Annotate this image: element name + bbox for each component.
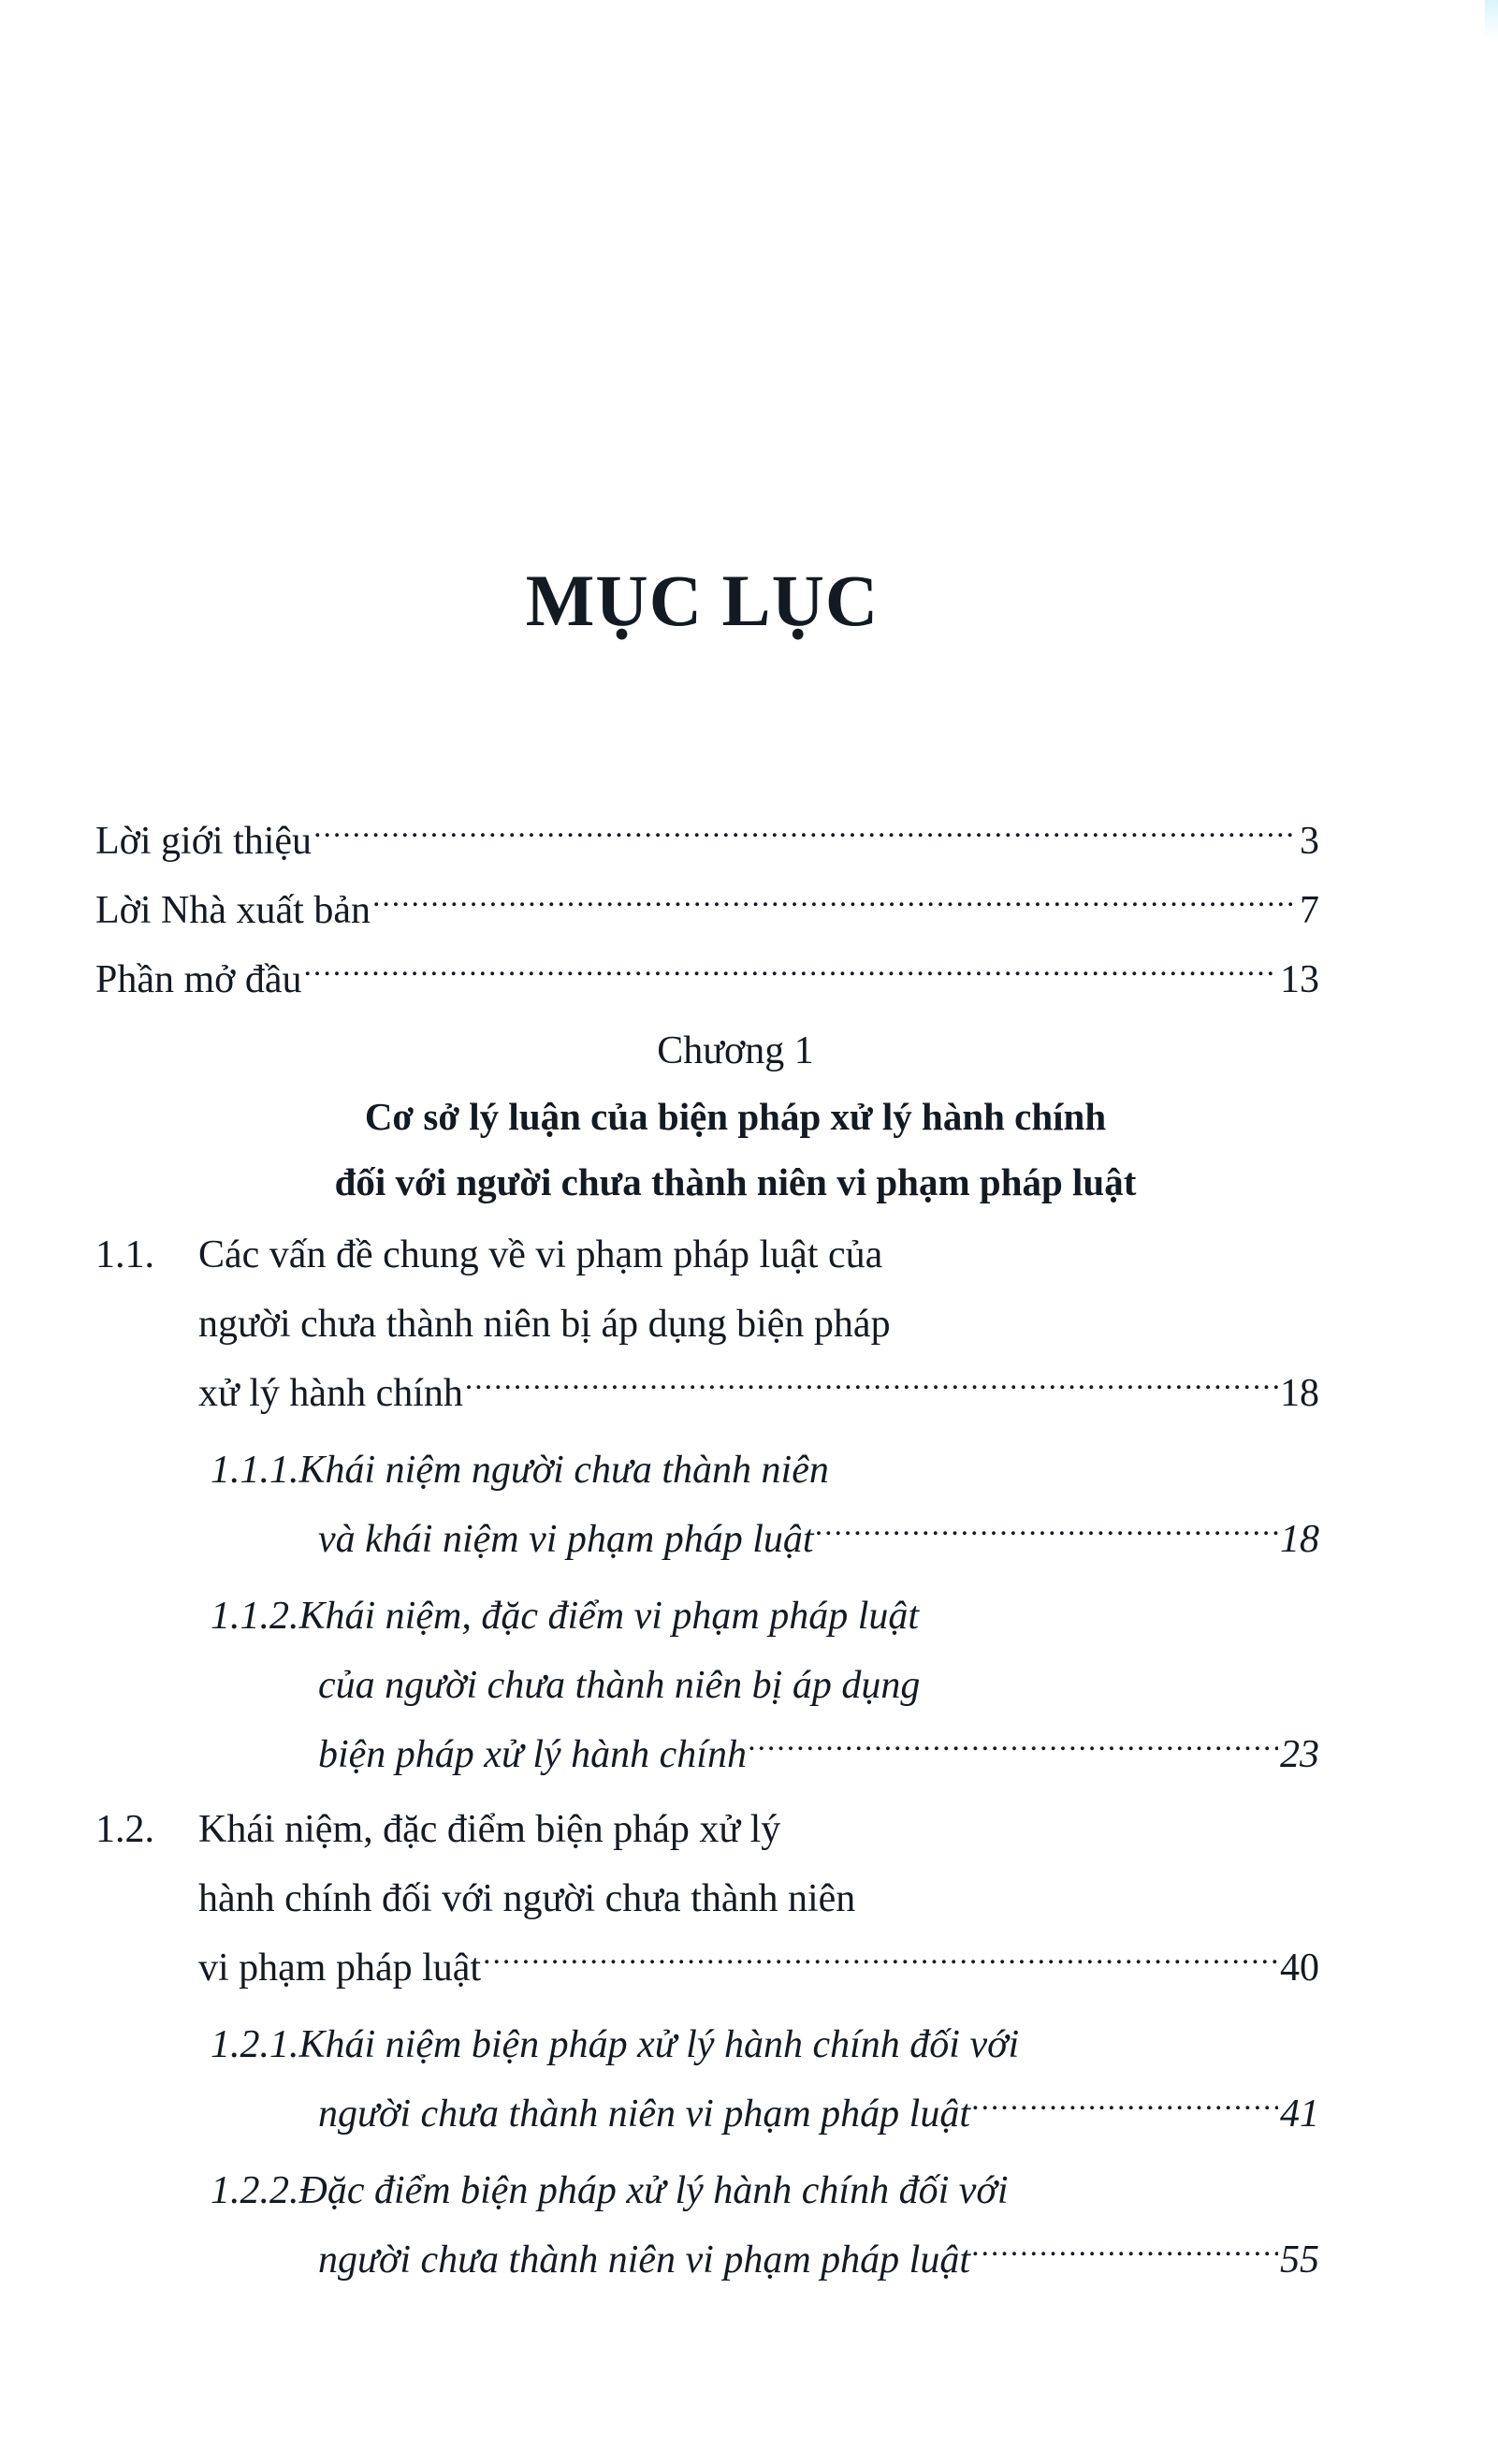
toc-section[interactable] [95, 1220, 1319, 1428]
dot-leader [483, 1941, 1278, 1980]
section-number: 1.1. [95, 1233, 154, 1276]
subsection-number: 1.1.1. [211, 1449, 299, 1492]
toc-page-number: 41 [1280, 2092, 1319, 2136]
section-title-line: xử lý hành chính [198, 1372, 463, 1415]
chapter-title-line: Cơ sở lý luận của biện pháp xử lý hành chính [364, 1095, 1107, 1138]
subsection-title-line: người chưa thành niên vi phạm pháp luật [318, 2238, 970, 2282]
toc-entry-front-matter[interactable] [95, 945, 1319, 1014]
subsection-number: 1.1.2. [211, 1595, 299, 1638]
chapter-label: Chương 1 [657, 1029, 814, 1072]
toc-page-number: 23 [1280, 1733, 1319, 1776]
subsection-title-line: Đặc điểm biện pháp xử lý hành chính đối với [298, 2169, 1009, 2212]
subsection-title-line: Khái niệm, đặc điểm vi phạm pháp luật [298, 1595, 920, 1638]
section-title-line: người chưa thành niên bị áp dụng biện pháp [198, 1303, 891, 1346]
dot-leader [465, 1366, 1278, 1406]
subsection-title-line: Khái niệm người chưa thành niên [298, 1449, 829, 1492]
chapter-title-line: đối với người chưa thành niên vi phạm pháp luật [334, 1160, 1137, 1203]
table-of-contents [95, 807, 1319, 2295]
page-title: MỤC LỤC [525, 560, 880, 642]
dot-leader [304, 953, 1278, 992]
toc-page-number: 40 [1280, 1946, 1319, 1990]
section-title-line: vi phạm pháp luật [198, 1946, 482, 1990]
subsection-title-line: của người chưa thành niên bị áp dụng [318, 1664, 921, 1707]
toc-page-number: 55 [1280, 2238, 1319, 2282]
section-title-line: Khái niệm, đặc điểm biện pháp xử lý [198, 1808, 781, 1851]
toc-page-number: 18 [1280, 1372, 1319, 1415]
subsection-number: 1.2.2. [211, 2169, 299, 2212]
dot-leader [972, 2087, 1278, 2126]
subsection-title-line: biện pháp xử lý hành chính [318, 1733, 747, 1776]
toc-entry-front-matter[interactable] [95, 807, 1319, 876]
section-number: 1.2. [95, 1808, 154, 1851]
subsection-title-line: Khái niệm biện pháp xử lý hành chính đối với [298, 2023, 1020, 2066]
chapter-heading [95, 1018, 1319, 1215]
toc-subsection[interactable] [95, 2156, 1319, 2295]
toc-entry-front-matter[interactable] [95, 876, 1319, 945]
toc-entry-label: Phần mở đầu [95, 958, 302, 1001]
toc-page-number: 3 [1300, 820, 1319, 863]
dot-leader [313, 814, 1298, 853]
toc-subsection[interactable] [95, 1582, 1319, 1789]
toc-page-number: 13 [1280, 958, 1319, 1001]
toc-page-number: 7 [1300, 889, 1319, 932]
toc-entry-label: Lời giới thiệu [95, 820, 313, 863]
section-title-line: Các vấn đề chung về vi phạm pháp luật của [198, 1233, 883, 1276]
section-title-line: hành chính đối với người chưa thành niên [198, 1877, 856, 1920]
dot-leader [372, 883, 1298, 923]
toc-entry-label: Lời Nhà xuất bản [95, 889, 371, 932]
toc-section[interactable] [95, 1795, 1319, 2003]
scan-edge-tint [1485, 0, 1498, 37]
subsection-number: 1.2.1. [211, 2023, 299, 2066]
toc-subsection[interactable] [95, 1436, 1319, 1574]
dot-leader [816, 1512, 1278, 1552]
toc-subsection[interactable] [95, 2010, 1319, 2149]
dot-leader [972, 2233, 1278, 2272]
dot-leader [749, 1728, 1278, 1767]
subsection-title-line: và khái niệm vi phạm pháp luật [318, 1518, 814, 1561]
subsection-title-line: người chưa thành niên vi phạm pháp luật [318, 2092, 970, 2136]
toc-page-number: 18 [1280, 1518, 1319, 1561]
